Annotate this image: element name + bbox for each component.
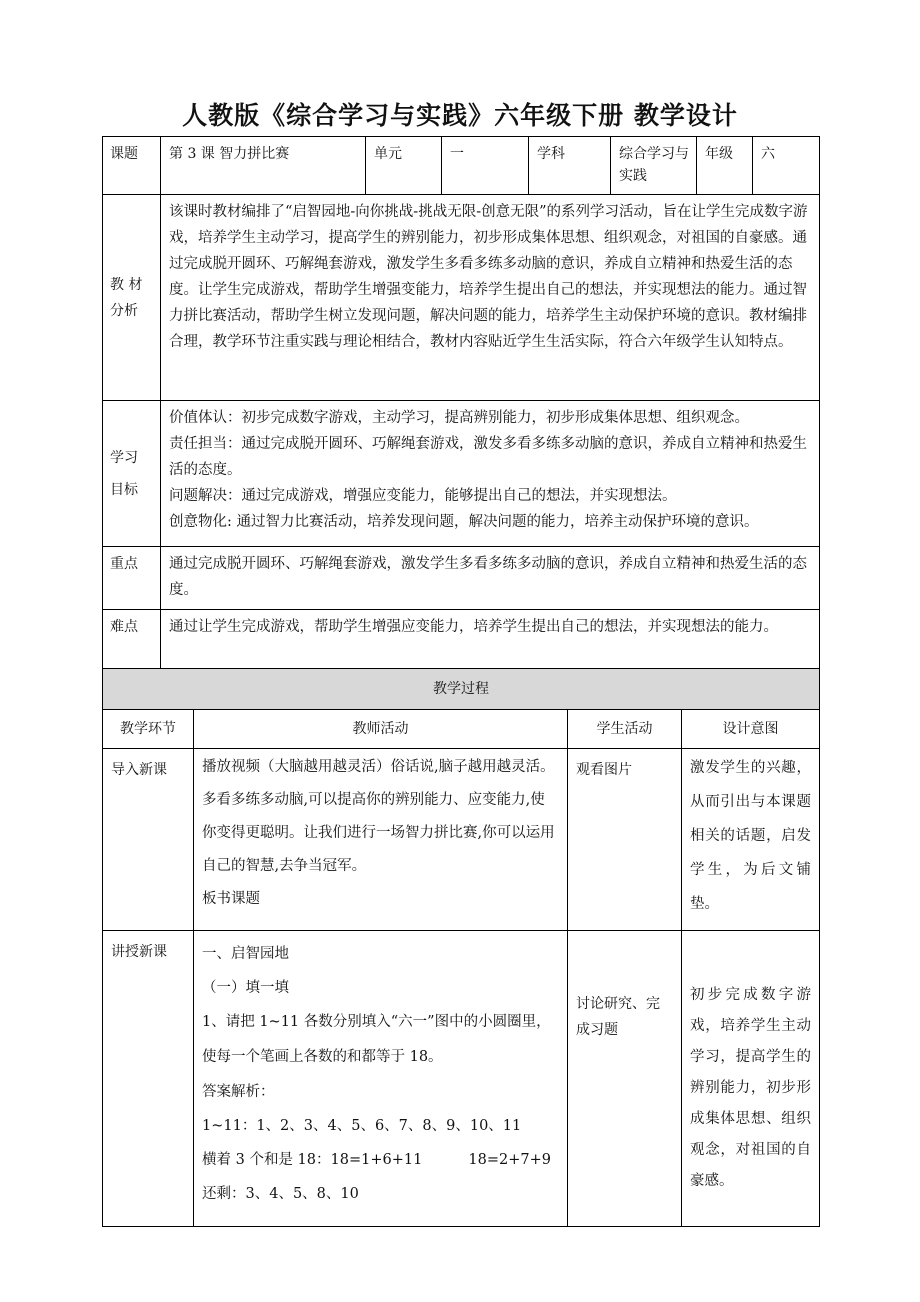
column-header-student: 学生活动 <box>568 710 682 749</box>
table-row <box>103 749 820 931</box>
teacher-activity-text: 答案解析： <box>202 1084 275 1100</box>
teaching-process-table <box>102 668 820 1227</box>
teacher-activity-text: 板书课题 <box>202 891 260 907</box>
table-row <box>103 931 820 1227</box>
unit-label: 单元 <box>366 137 442 195</box>
goal-item: 创意物化: 通过智力比赛活动，培养发现问题，解决问题的能力，培养主动保护环境的意识。 <box>169 514 759 530</box>
teacher-activity-cell <box>194 749 568 931</box>
subject-value: 综合学习与实践 <box>611 137 697 195</box>
goal-item: 价值体认：初步完成数字游戏，主动学习，提高辨别能力，初步形成集体思想、组织观念。 <box>169 410 749 426</box>
teacher-activity-text: 横着 3 个和是 18：18=1+6+11 18=2+7+9 <box>202 1152 551 1168</box>
column-header-teacher: 教师活动 <box>194 710 568 749</box>
design-intent-cell: 激发学生的兴趣，从而引出与本课题相关的话题，启发学生，为后文铺垫。 <box>682 749 820 931</box>
analysis-label: 教 材分析 <box>103 195 161 401</box>
goals-list <box>161 401 820 547</box>
teacher-activity-text: 播放视频（大脑越用越灵活）俗话说,脑子越用越灵活。多看多练多动脑,可以提高你的辨别能力、应变能力,使你变得更聪明。让我们进行一场智力拼比赛,你可以运用自己的智慧,去争当冠军。 <box>202 759 555 874</box>
document-title: 人教版《综合学习与实践》六年级下册 教学设计 <box>182 101 738 130</box>
grade-label: 年级 <box>697 137 753 195</box>
lesson-info-table <box>102 136 820 670</box>
difficulty-label: 难点 <box>103 610 161 670</box>
student-activity-cell: 讨论研究、完成习题 <box>568 931 682 1227</box>
student-activity-cell: 观看图片 <box>568 749 682 931</box>
teacher-activity-text: 还剩：3、4、5、8、10 <box>202 1186 359 1202</box>
goal-item: 问题解决：通过完成游戏，增强应变能力，能够提出自己的想法，并实现想法。 <box>169 488 677 504</box>
stage-cell: 导入新课 <box>103 749 194 931</box>
analysis-text: 该课时教材编排了“启智园地-向你挑战-挑战无限-创意无限”的系列学习活动，旨在让学生完成数字游戏，培养学生主动学习，提高学生的辨别能力，初步形成集体思想、组织观念，对祖国的自豪感。通过完成脱开圆环、巧解绳套游戏，激发学生多看多练多动脑的意识，养成自立精神和热爱生活的态度。让学生完成游戏，帮助学生增强变能力，培养学生提出自己的想法，并实现想法的能力。通过智力拼比赛活动，帮助学生树立发现问题，解决问题的能力，培养学生主动保护环境的意识。教材编排合理，教学环节注重实践与理论相结合，教材内容贴近学生生活实际，符合六年级学生认知特点。 <box>161 195 820 401</box>
grade-value: 六 <box>753 137 820 195</box>
column-header-design: 设计意图 <box>682 710 820 749</box>
unit-value: 一 <box>442 137 529 195</box>
stage-cell: 讲授新课 <box>103 931 194 1227</box>
lesson-value: 第 3 课 智力拼比赛 <box>161 137 366 195</box>
teacher-activity-cell <box>194 931 568 1227</box>
teacher-activity-text: 一、启智园地 <box>202 946 289 962</box>
difficulty-text: 通过让学生完成游戏，帮助学生增强应变能力，培养学生提出自己的想法，并实现想法的能力。 <box>161 610 820 670</box>
key-point-label: 重点 <box>103 547 161 610</box>
key-point-text: 通过完成脱开圆环、巧解绳套游戏，激发学生多看多练多动脑的意识，养成自立精神和热爱生活的态度。 <box>161 547 820 610</box>
teacher-activity-text: 1、请把 1~11 各数分别填入“六一”图中的小圆圈里，使每一个笔画上各数的和都等于 18。 <box>202 1014 551 1065</box>
lesson-label: 课题 <box>103 137 161 195</box>
goals-label: 学习目标 <box>103 401 161 547</box>
column-header-stage: 教学环节 <box>103 710 194 749</box>
subject-label: 学科 <box>529 137 611 195</box>
teacher-activity-text: 1~11：1、2、3、4、5、6、7、8、9、10、11 <box>202 1118 522 1134</box>
process-heading: 教学过程 <box>103 669 820 710</box>
teacher-activity-text: （一）填一填 <box>202 980 289 996</box>
design-intent-cell: 初步完成数字游戏，培养学生主动学习，提高学生的辨别能力，初步形成集体思想、组织观念，对祖国的自豪感。 <box>682 931 820 1227</box>
goal-item: 责任担当：通过完成脱开圆环、巧解绳套游戏，激发多看多练多动脑的意识，养成自立精神和热爱生活的态度。 <box>169 436 807 478</box>
